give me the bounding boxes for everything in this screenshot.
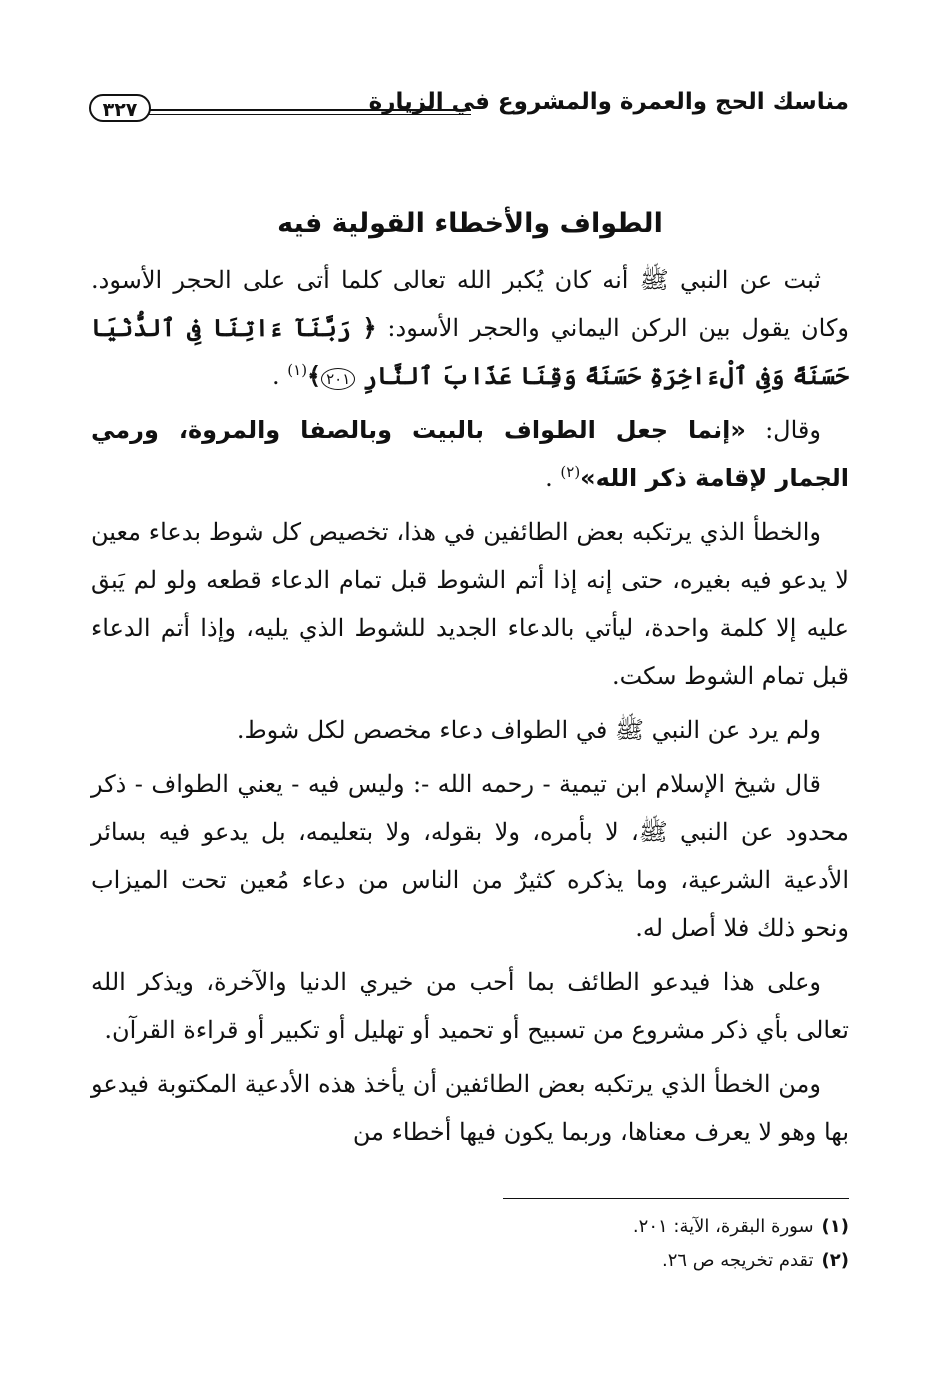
footnote-mark: (٢) (821, 1250, 849, 1271)
book-title: مناسك الحج والعمرة والمشروع في الزيارة (368, 89, 849, 115)
sentence-end: . (271, 362, 280, 390)
paragraph-takbir (91, 256, 849, 400)
sentence-end: . (545, 464, 553, 492)
section-title: الطواف والأخطاء القولية فيه (277, 208, 663, 239)
footnotes (91, 1210, 849, 1278)
footnote-ref-1[interactable]: (١) (287, 361, 308, 379)
footnote-1 (91, 1210, 849, 1244)
quran-close-bracket: ﴾ (307, 361, 322, 390)
paragraph-text: وعلى هذا فيدعو الطائف بما أحب من خيري الدنيا والآخرة، ويذكر الله تعالى بأي ذكر مشروع من تسبيح أو تحميد أو تهليل أو تكبير أو قراءة القرآن. (91, 968, 849, 1044)
footnote-text: تقدم تخريجه ص ٢٦. (661, 1250, 814, 1271)
paragraph-text: والخطأ الذي يرتكبه بعض الطائفين في هذا، تخصيص كل شوط بدعاء معين لا يدعو فيه بغيره، حتى إنه إذا أتم الشوط قبل تمام الدعاء قطعه ولو لم يَبق عليه إلا كلمة واحدة، ليأتي بالدعاء الجديد للشوط الذي يليه، وإذا أتم الدعاء قبل تمام الشوط سكت. (91, 518, 849, 690)
paragraph-written-duas (91, 1060, 849, 1156)
footnote-divider (503, 1198, 849, 1199)
paragraph-text: ولم يرد عن النبي ﷺ في الطواف دعاء مخصص لكل شوط. (236, 716, 821, 744)
paragraph-hadith (91, 406, 849, 502)
page-body (91, 198, 849, 1162)
quran-verse: ﴿ رَبَّنَآ ءَاتِنَا فِى ٱلدُّنْيَا حَسَنَةً وَفِى ٱلْءَاخِرَةِ حَسَنَةً وَقِنَا عَذَابَ ٱلنَّارِ (91, 313, 849, 390)
page-number: ٣٢٧ (89, 94, 151, 122)
footnote-mark: (١) (821, 1216, 849, 1237)
footnote-2 (91, 1244, 849, 1278)
header-rule (149, 109, 471, 115)
hadith-quote: «إنما جعل الطواف بالبيت وبالصفا والمروة، ورمي الجمار لإقامة ذكر الله» (91, 416, 849, 492)
paragraph-free-dua (91, 958, 849, 1054)
paragraph-text: ثبت عن النبي ﷺ أنه كان يُكبر الله تعالى كلما أتى على الحجر الأسود. وكان يقول بين الركن اليماني والحجر الأسود: (91, 266, 849, 342)
ayah-number: ٢٠١ (321, 368, 355, 390)
paragraph-text: ومن الخطأ الذي يرتكبه بعض الطائفين أن يأخذ هذه الأدعية المكتوبة فيدعو بها وهو لا يعرف معناها، وربما يكون فيها أخطاء من (91, 1070, 849, 1146)
paragraph-no-specific-dua (91, 706, 849, 754)
paragraph-text: قال شيخ الإسلام ابن تيمية - رحمه الله -: وليس فيه - يعني الطواف - ذكر محدود عن النبي ﷺ، لا بأمره، ولا بقوله، ولا بتعليمه، بل يدعو فيه بسائر الأدعية الشرعية، وما يذكره كثيرٌ من الناس من دعاء مُعين تحت الميزاب ونحو ذلك فلا أصل له. (91, 770, 849, 942)
paragraph-lead: وقال: (765, 416, 821, 444)
paragraph-error-dua-per-lap (91, 508, 849, 700)
paragraph-ibn-taymiyyah (91, 760, 849, 952)
running-header (89, 86, 849, 126)
footnote-ref-2[interactable]: (٢) (560, 463, 581, 481)
footnote-text: سورة البقرة، الآية: ٢٠١. (632, 1216, 814, 1237)
